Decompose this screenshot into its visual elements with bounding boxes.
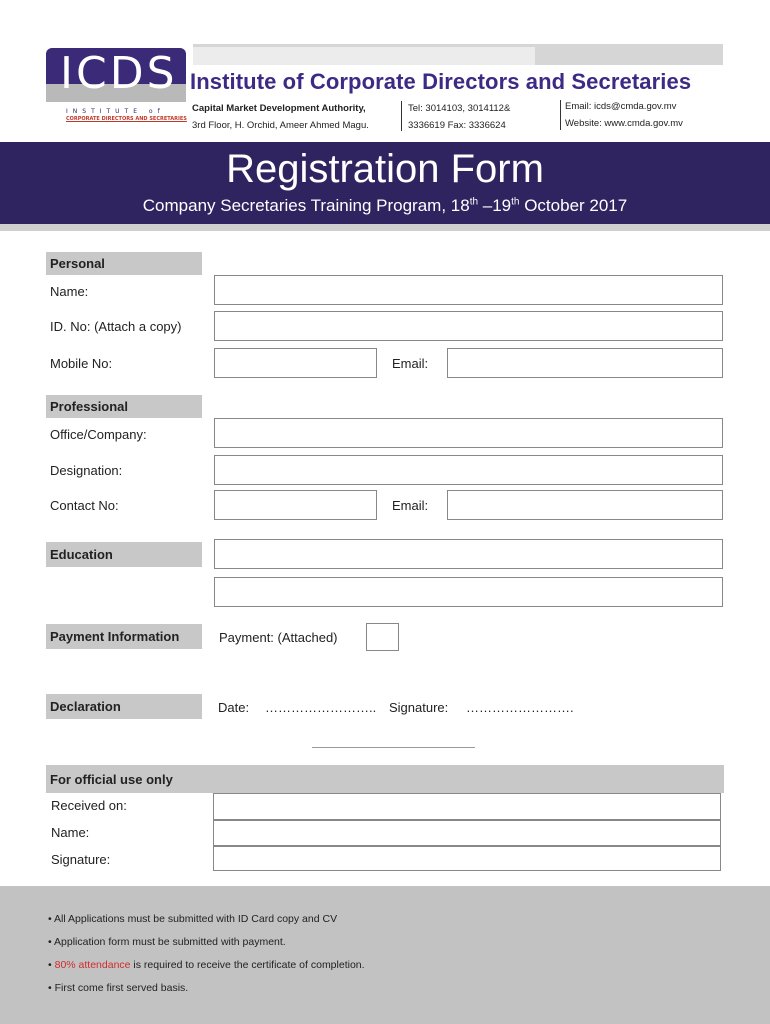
section-official-use: For official use only: [46, 765, 724, 793]
header-email: Email: icds@cmda.gov.mv: [565, 101, 677, 112]
section-declaration: Declaration: [46, 694, 202, 719]
note-id-card-cv: • All Applications must be submitted with ID Card copy and CV: [48, 913, 338, 925]
payment-attached-label: Payment: (Attached): [219, 630, 338, 645]
form-title: Registration Form: [226, 147, 544, 191]
personal-email-field[interactable]: [447, 348, 723, 378]
form-subtitle: Company Secretaries Training Program, 18th –19th October 2017: [142, 196, 628, 215]
telephone-line-1: Tel: 3014103, 3014112&: [408, 103, 511, 114]
office-company-label: Office/Company:: [50, 427, 147, 442]
office-company-field[interactable]: [214, 418, 723, 448]
header-website: Website: www.cmda.gov.mv: [565, 118, 683, 129]
section-personal: Personal: [46, 252, 202, 275]
declaration-signature-label: Signature:: [389, 700, 449, 715]
signature-dotted-line[interactable]: …………………….: [466, 700, 574, 715]
organization-name: Institute of Corporate Directors and Secretaries: [190, 69, 692, 94]
name-label: Name:: [50, 284, 89, 299]
official-signature-label: Signature:: [51, 852, 111, 867]
logo-subtitle-full: CORPORATE DIRECTORS AND SECRETARIES: [66, 116, 187, 122]
professional-email-label: Email:: [392, 498, 429, 513]
mobile-field[interactable]: [214, 348, 377, 378]
date-dotted-line[interactable]: ……………………..: [265, 700, 377, 715]
received-on-label: Received on:: [51, 798, 127, 813]
title-banner-shadow: [0, 224, 770, 231]
notes-footer: [0, 886, 770, 1024]
official-signature-field[interactable]: [213, 846, 721, 871]
contact-number-label: Contact No:: [50, 498, 119, 513]
note-attendance: • 80% attendance is required to receive the certificate of completion.: [48, 959, 365, 971]
id-number-field[interactable]: [214, 311, 723, 341]
address-line-2: 3rd Floor, H. Orchid, Ameer Ahmed Magu.: [192, 120, 369, 131]
education-field-1[interactable]: [214, 539, 723, 569]
id-number-label: ID. No: (Attach a copy): [50, 319, 182, 334]
education-field-2[interactable]: [214, 577, 723, 607]
received-on-field[interactable]: [213, 793, 721, 820]
name-field[interactable]: [214, 275, 723, 305]
designation-field[interactable]: [214, 455, 723, 485]
attendance-highlight: 80% attendance: [54, 959, 131, 971]
note-first-come: • First come first served basis.: [48, 982, 189, 994]
header-divider-2: [560, 100, 561, 130]
designation-label: Designation:: [50, 463, 123, 478]
logo-text: ICDS: [60, 48, 178, 99]
mobile-label: Mobile No:: [50, 356, 113, 371]
official-name-field[interactable]: [213, 820, 721, 846]
section-payment-information: Payment Information: [46, 624, 202, 649]
telephone-line-2: 3336619 Fax: 3336624: [408, 120, 506, 131]
official-name-label: Name:: [51, 825, 90, 840]
section-education: Education: [46, 542, 202, 567]
logo-subtitle-institute: INSTITUTE of: [66, 108, 165, 115]
date-label: Date:: [218, 700, 250, 715]
contact-number-field[interactable]: [214, 490, 377, 520]
address-line-1: Capital Market Development Authority,: [192, 103, 366, 114]
professional-email-field[interactable]: [447, 490, 723, 520]
icds-logo: [46, 48, 186, 102]
note-payment: • Application form must be submitted with payment.: [48, 936, 286, 948]
personal-email-label: Email:: [392, 356, 429, 371]
section-professional: Professional: [46, 395, 202, 418]
signature-divider: [312, 747, 475, 748]
header-top-bar-inner: [193, 47, 535, 65]
payment-attached-checkbox[interactable]: [366, 623, 399, 651]
header-divider-1: [401, 101, 402, 131]
